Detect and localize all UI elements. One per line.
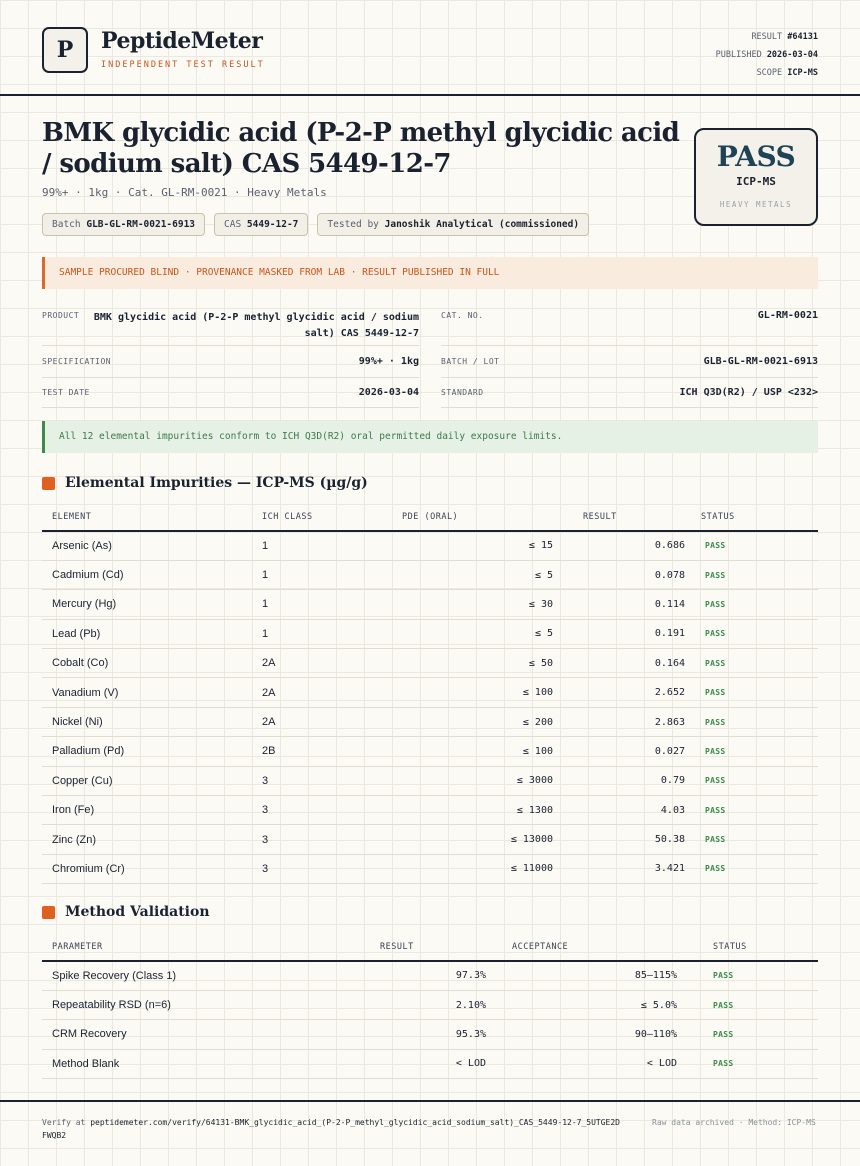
table-cell: ≤ 30 [402, 590, 567, 619]
table-cell: 2B [252, 737, 402, 766]
chip-label: Batch [52, 219, 81, 230]
table-cell: 4.03 [567, 796, 691, 825]
table-cell: 3 [252, 766, 402, 795]
table-row [42, 825, 818, 854]
info-label: STANDARD [441, 388, 484, 397]
product-line-1: BMK glycidic acid (P-2-P methyl glycidic acid / sodium [93, 312, 419, 323]
info-value: GLB-GL-RM-0021-6913 [703, 356, 818, 367]
table-cell: 1 [252, 560, 402, 589]
table-cell: ≤ 50 [402, 649, 567, 678]
table-cell: Cobalt (Co) [42, 649, 252, 678]
status-badge: PASS [691, 796, 818, 825]
table-cell: 0.191 [567, 619, 691, 648]
info-product [42, 302, 419, 346]
col-header: PDE (ORAL) [402, 503, 567, 531]
chip-label: Tested by [327, 219, 379, 230]
table-cell: Repeatability RSD (n=6) [42, 990, 342, 1019]
col-header: PARAMETER [42, 933, 342, 961]
col-header: RESULT [342, 933, 492, 961]
published-date: 2026-03-04 [766, 50, 818, 60]
info-label: SPECIFICATION [42, 357, 112, 366]
info-value: 99%+ · 1kg [358, 356, 419, 367]
table-cell: 0.027 [567, 737, 691, 766]
table-cell: Chromium (Cr) [42, 854, 252, 883]
status-badge: PASS [691, 766, 818, 795]
table-cell: 0.164 [567, 649, 691, 678]
table-cell: 3.421 [567, 854, 691, 883]
table-cell: 1 [252, 590, 402, 619]
scope-value: ICP-MS [787, 68, 818, 78]
info-standard [441, 378, 818, 408]
table-header-row [42, 503, 818, 531]
info-label: CAT. NO. [441, 311, 484, 320]
verify-label: Verify at [42, 1118, 86, 1127]
section-title: Method Validation [65, 904, 210, 920]
chip-value: Janoshik Analytical (commissioned) [384, 219, 580, 230]
status-badge: PASS [691, 854, 818, 883]
table-row [42, 678, 818, 707]
table-cell: 2.10% [342, 990, 492, 1019]
table-row [42, 796, 818, 825]
status-badge: PASS [687, 961, 818, 990]
impurities-table [42, 503, 818, 884]
table-row [42, 961, 818, 990]
stamp-category: HEAVY METALS [719, 200, 793, 209]
table-cell: Zinc (Zn) [42, 825, 252, 854]
table-row [42, 619, 818, 648]
table-row [42, 590, 818, 619]
col-header: STATUS [687, 933, 818, 961]
table-cell: 95.3% [342, 1020, 492, 1049]
table-row [42, 1049, 818, 1078]
status-badge: PASS [691, 649, 818, 678]
info-spec [42, 346, 419, 378]
result-label: RESULT [751, 32, 783, 42]
table-cell: 2.863 [567, 707, 691, 736]
col-header: ACCEPTANCE [492, 933, 687, 961]
raw-data-note: Raw data archived · Method: ICP-MS [652, 1118, 816, 1127]
stamp-result: PASS [716, 140, 796, 173]
verify-text [42, 1116, 622, 1142]
status-badge: PASS [687, 1020, 818, 1049]
status-badge: PASS [691, 707, 818, 736]
chip-value: GLB-GL-RM-0021-6913 [86, 219, 196, 230]
table-cell: 3 [252, 825, 402, 854]
table-cell: 3 [252, 796, 402, 825]
scope-label: SCOPE [756, 68, 783, 78]
status-badge: PASS [691, 737, 818, 766]
brand-tagline: INDEPENDENT TEST RESULT [101, 60, 265, 70]
table-cell: ≤ 100 [402, 737, 567, 766]
table-cell: Nickel (Ni) [42, 707, 252, 736]
verify-link[interactable]: peptidemeter.com/verify/64131-BMK_glycidic_acid_(P-2-P_methyl_glycidic_acid_sodium_salt)_CAS_5449-12-7_5UTGE2DFWQB2 [42, 1118, 620, 1140]
section-title: Elemental Impurities — ICP-MS (µg/g) [65, 475, 368, 491]
status-badge: PASS [687, 990, 818, 1019]
table-cell: 90–110% [492, 1020, 687, 1049]
status-badge: PASS [691, 678, 818, 707]
table-cell: Arsenic (As) [42, 531, 252, 560]
report-header [0, 0, 860, 96]
impurities-heading [42, 475, 368, 491]
table-cell: ≤ 13000 [402, 825, 567, 854]
info-value [89, 310, 419, 342]
info-batch [441, 346, 818, 378]
table-cell: 1 [252, 619, 402, 648]
table-row [42, 990, 818, 1019]
table-cell: 2A [252, 678, 402, 707]
table-row [42, 649, 818, 678]
table-cell: Copper (Cu) [42, 766, 252, 795]
product-line-2: salt) CAS 5449-12-7 [304, 328, 419, 339]
table-cell: < LOD [492, 1049, 687, 1078]
status-badge: PASS [691, 531, 818, 560]
status-badge: PASS [691, 590, 818, 619]
info-label: TEST DATE [42, 388, 90, 397]
table-cell: ≤ 11000 [402, 854, 567, 883]
info-value: ICH Q3D(R2) / USP <232> [679, 387, 818, 398]
table-cell: Lead (Pb) [42, 619, 252, 648]
table-cell: Method Blank [42, 1049, 342, 1078]
table-cell: 85–115% [492, 961, 687, 990]
table-cell: < LOD [342, 1049, 492, 1078]
table-cell: Vanadium (V) [42, 678, 252, 707]
table-header-row [42, 933, 818, 961]
table-cell: 97.3% [342, 961, 492, 990]
table-cell: Spike Recovery (Class 1) [42, 961, 342, 990]
table-cell: ≤ 3000 [402, 766, 567, 795]
table-cell: ≤ 1300 [402, 796, 567, 825]
table-cell: 0.686 [567, 531, 691, 560]
product-subtitle: 99%+ · 1kg · Cat. GL-RM-0021 · Heavy Metals [42, 186, 327, 199]
table-cell: 0.078 [567, 560, 691, 589]
status-badge: PASS [691, 619, 818, 648]
conformance-note: All 12 elemental impurities conform to ICH Q3D(R2) oral permitted daily exposure limits. [42, 421, 818, 453]
status-badge: PASS [691, 825, 818, 854]
table-cell: 3 [252, 854, 402, 883]
table-cell: 2.652 [567, 678, 691, 707]
table-cell: 0.114 [567, 590, 691, 619]
table-cell: ≤ 5 [402, 619, 567, 648]
pass-stamp [694, 128, 818, 226]
table-row [42, 531, 818, 560]
table-cell: ≤ 5 [402, 560, 567, 589]
info-label: BATCH / LOT [441, 357, 500, 366]
tested-by-chip [317, 213, 589, 236]
brand-logo: P [42, 27, 88, 73]
table-cell: 2A [252, 649, 402, 678]
info-date [42, 378, 419, 408]
info-catno [441, 302, 818, 346]
table-cell: ≤ 5.0% [492, 990, 687, 1019]
table-cell: 50.38 [567, 825, 691, 854]
stamp-method: ICP-MS [736, 175, 776, 188]
status-badge: PASS [687, 1049, 818, 1078]
chip-value: 5449-12-7 [246, 219, 299, 230]
table-row [42, 1020, 818, 1049]
table-cell: 1 [252, 531, 402, 560]
table-cell: ≤ 200 [402, 707, 567, 736]
table-row [42, 766, 818, 795]
col-header: STATUS [691, 503, 818, 531]
section-marker-icon [42, 906, 55, 919]
validation-heading [42, 904, 210, 920]
chip-row [42, 213, 589, 236]
report-meta [716, 28, 818, 82]
section-marker-icon [42, 477, 55, 490]
table-cell: Mercury (Hg) [42, 590, 252, 619]
col-header: ICH CLASS [252, 503, 402, 531]
table-cell: 2A [252, 707, 402, 736]
batch-chip [42, 213, 205, 236]
table-row [42, 737, 818, 766]
table-row [42, 707, 818, 736]
col-header: RESULT [567, 503, 691, 531]
table-cell: Palladium (Pd) [42, 737, 252, 766]
brand-name: PeptideMeter [101, 28, 263, 54]
chip-label: CAS [224, 219, 242, 230]
info-value: GL-RM-0021 [757, 310, 818, 321]
result-id: #64131 [787, 32, 818, 42]
report-footer [0, 1100, 860, 1140]
col-header: ELEMENT [42, 503, 252, 531]
cas-chip [214, 213, 308, 236]
table-cell: CRM Recovery [42, 1020, 342, 1049]
table-cell: Cadmium (Cd) [42, 560, 252, 589]
info-label: PRODUCT [42, 311, 80, 320]
table-row [42, 560, 818, 589]
published-label: PUBLISHED [715, 50, 762, 60]
table-cell: ≤ 100 [402, 678, 567, 707]
table-cell: ≤ 15 [402, 531, 567, 560]
table-row [42, 854, 818, 883]
status-badge: PASS [691, 560, 818, 589]
table-cell: Iron (Fe) [42, 796, 252, 825]
table-cell: 0.79 [567, 766, 691, 795]
validation-table [42, 933, 818, 1079]
procurement-notice: SAMPLE PROCURED BLIND · PROVENANCE MASKED FROM LAB · RESULT PUBLISHED IN FULL [42, 257, 818, 289]
info-value: 2026-03-04 [358, 387, 419, 398]
product-title: BMK glycidic acid (P-2-P methyl glycidic acid / sodium salt) CAS 5449-12-7 [42, 118, 680, 179]
